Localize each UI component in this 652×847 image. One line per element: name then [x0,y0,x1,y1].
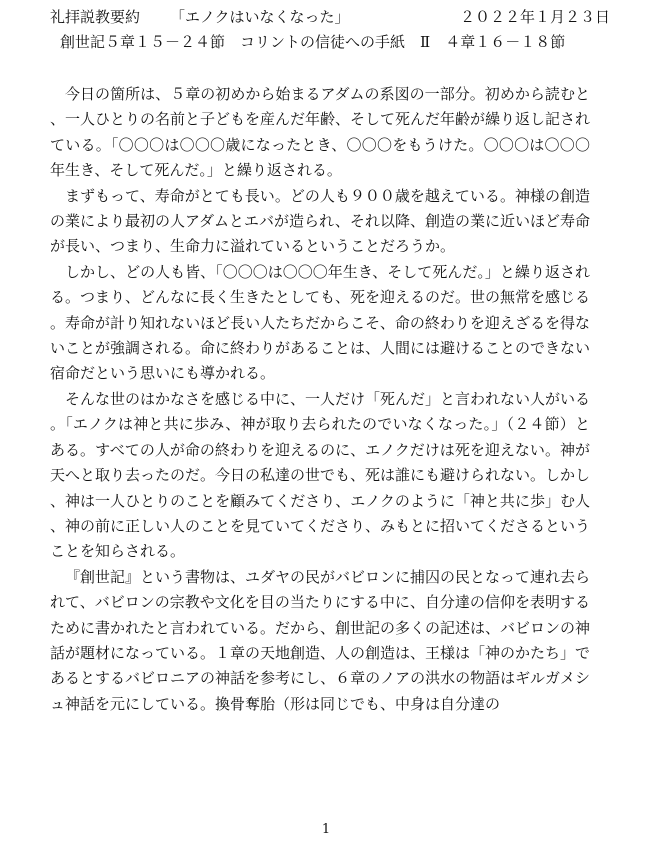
scripture-reference: 創世記５章１５－２４節 コリントの信徒への手紙 Ⅱ ４章１６－１８節 [60,33,566,51]
sermon-title: 「エノクはいなくなった」 [170,8,350,26]
paragraph: そんな世のはかなさを感じる中に、一人だけ「死んだ」と言われない人がいる。「エノクは神と共に歩み、神が取り去られたのでいなくなった。」（２４節）とある。すべての人が命の終わりを迎えるのに、エノクだけは死を迎えない。神が天へと取り去ったのだ。今日の私達の世でも、死は誰にも避けられない。しかし、神は一人ひとりのことを顧みてくださり、エノクのように「神と共に歩」む人、神の前に正しい人のことを見ていてくださり、みもとに招いてくださるということを知らされる。 [50,389,591,561]
header-line-1 [50,5,610,30]
paragraph: しかし、どの人も皆、「〇〇〇は〇〇〇年生き、そして死んだ。」と繰り返される。つまり、どんなに長く生きたとしても、死を迎えるのだ。世の無常を感じる。寿命が計り知れないほど長い人たちだからこそ、命の終わりを迎えざるを得ないことが強調される。命に終わりがあることは、人間には避けることのできない宿命だという思いにも導かれる。 [50,262,591,383]
sermon-date: ２０２２年１月２３日 [459,8,610,26]
header-line-2 [50,30,610,55]
paragraph: まずもって、寿命がとても長い。どの人も９００歳を越えている。神様の創造の業により最初の人アダムとエバが造られ、それ以降、創造の業に近いほど寿命が長い、つまり、生命力に溢れているということだろうか。 [50,186,590,256]
document-type: 礼拝説教要約 [50,8,141,26]
page-number: 1 [321,822,331,837]
document-header [50,5,610,55]
paragraph: 今日の箇所は、５章の初めから始まるアダムの系図の一部分。初めから読むと、一人ひとりの名前と子どもを産んだ年齢、そして死んだ年齢が繰り返し記されている。「〇〇〇は〇〇〇歳になったとき、〇〇〇をもうけた。〇〇〇は〇〇〇年生き、そして死んだ。」と繰り返される。 [50,85,591,180]
sermon-body [50,82,590,717]
paragraph: 『創世記』という書物は、ユダヤの民がバビロンに捕囚の民となって連れ去られて、バビロンの宗教や文化を目の当たりにする中に、自分達の信仰を表明するために書かれたと言われている。だから、創世記の多くの記述は、バビロンの神話が題材になっている。１章の天地創造、人の創造は、王様は「神のかたち」であるとするバビロニアの神話を参考にし、６章のノアの洪水の物語はギルガメシュ神話を元にしている。換骨奪胎（形は同じでも、中身は自分達の [50,567,591,713]
